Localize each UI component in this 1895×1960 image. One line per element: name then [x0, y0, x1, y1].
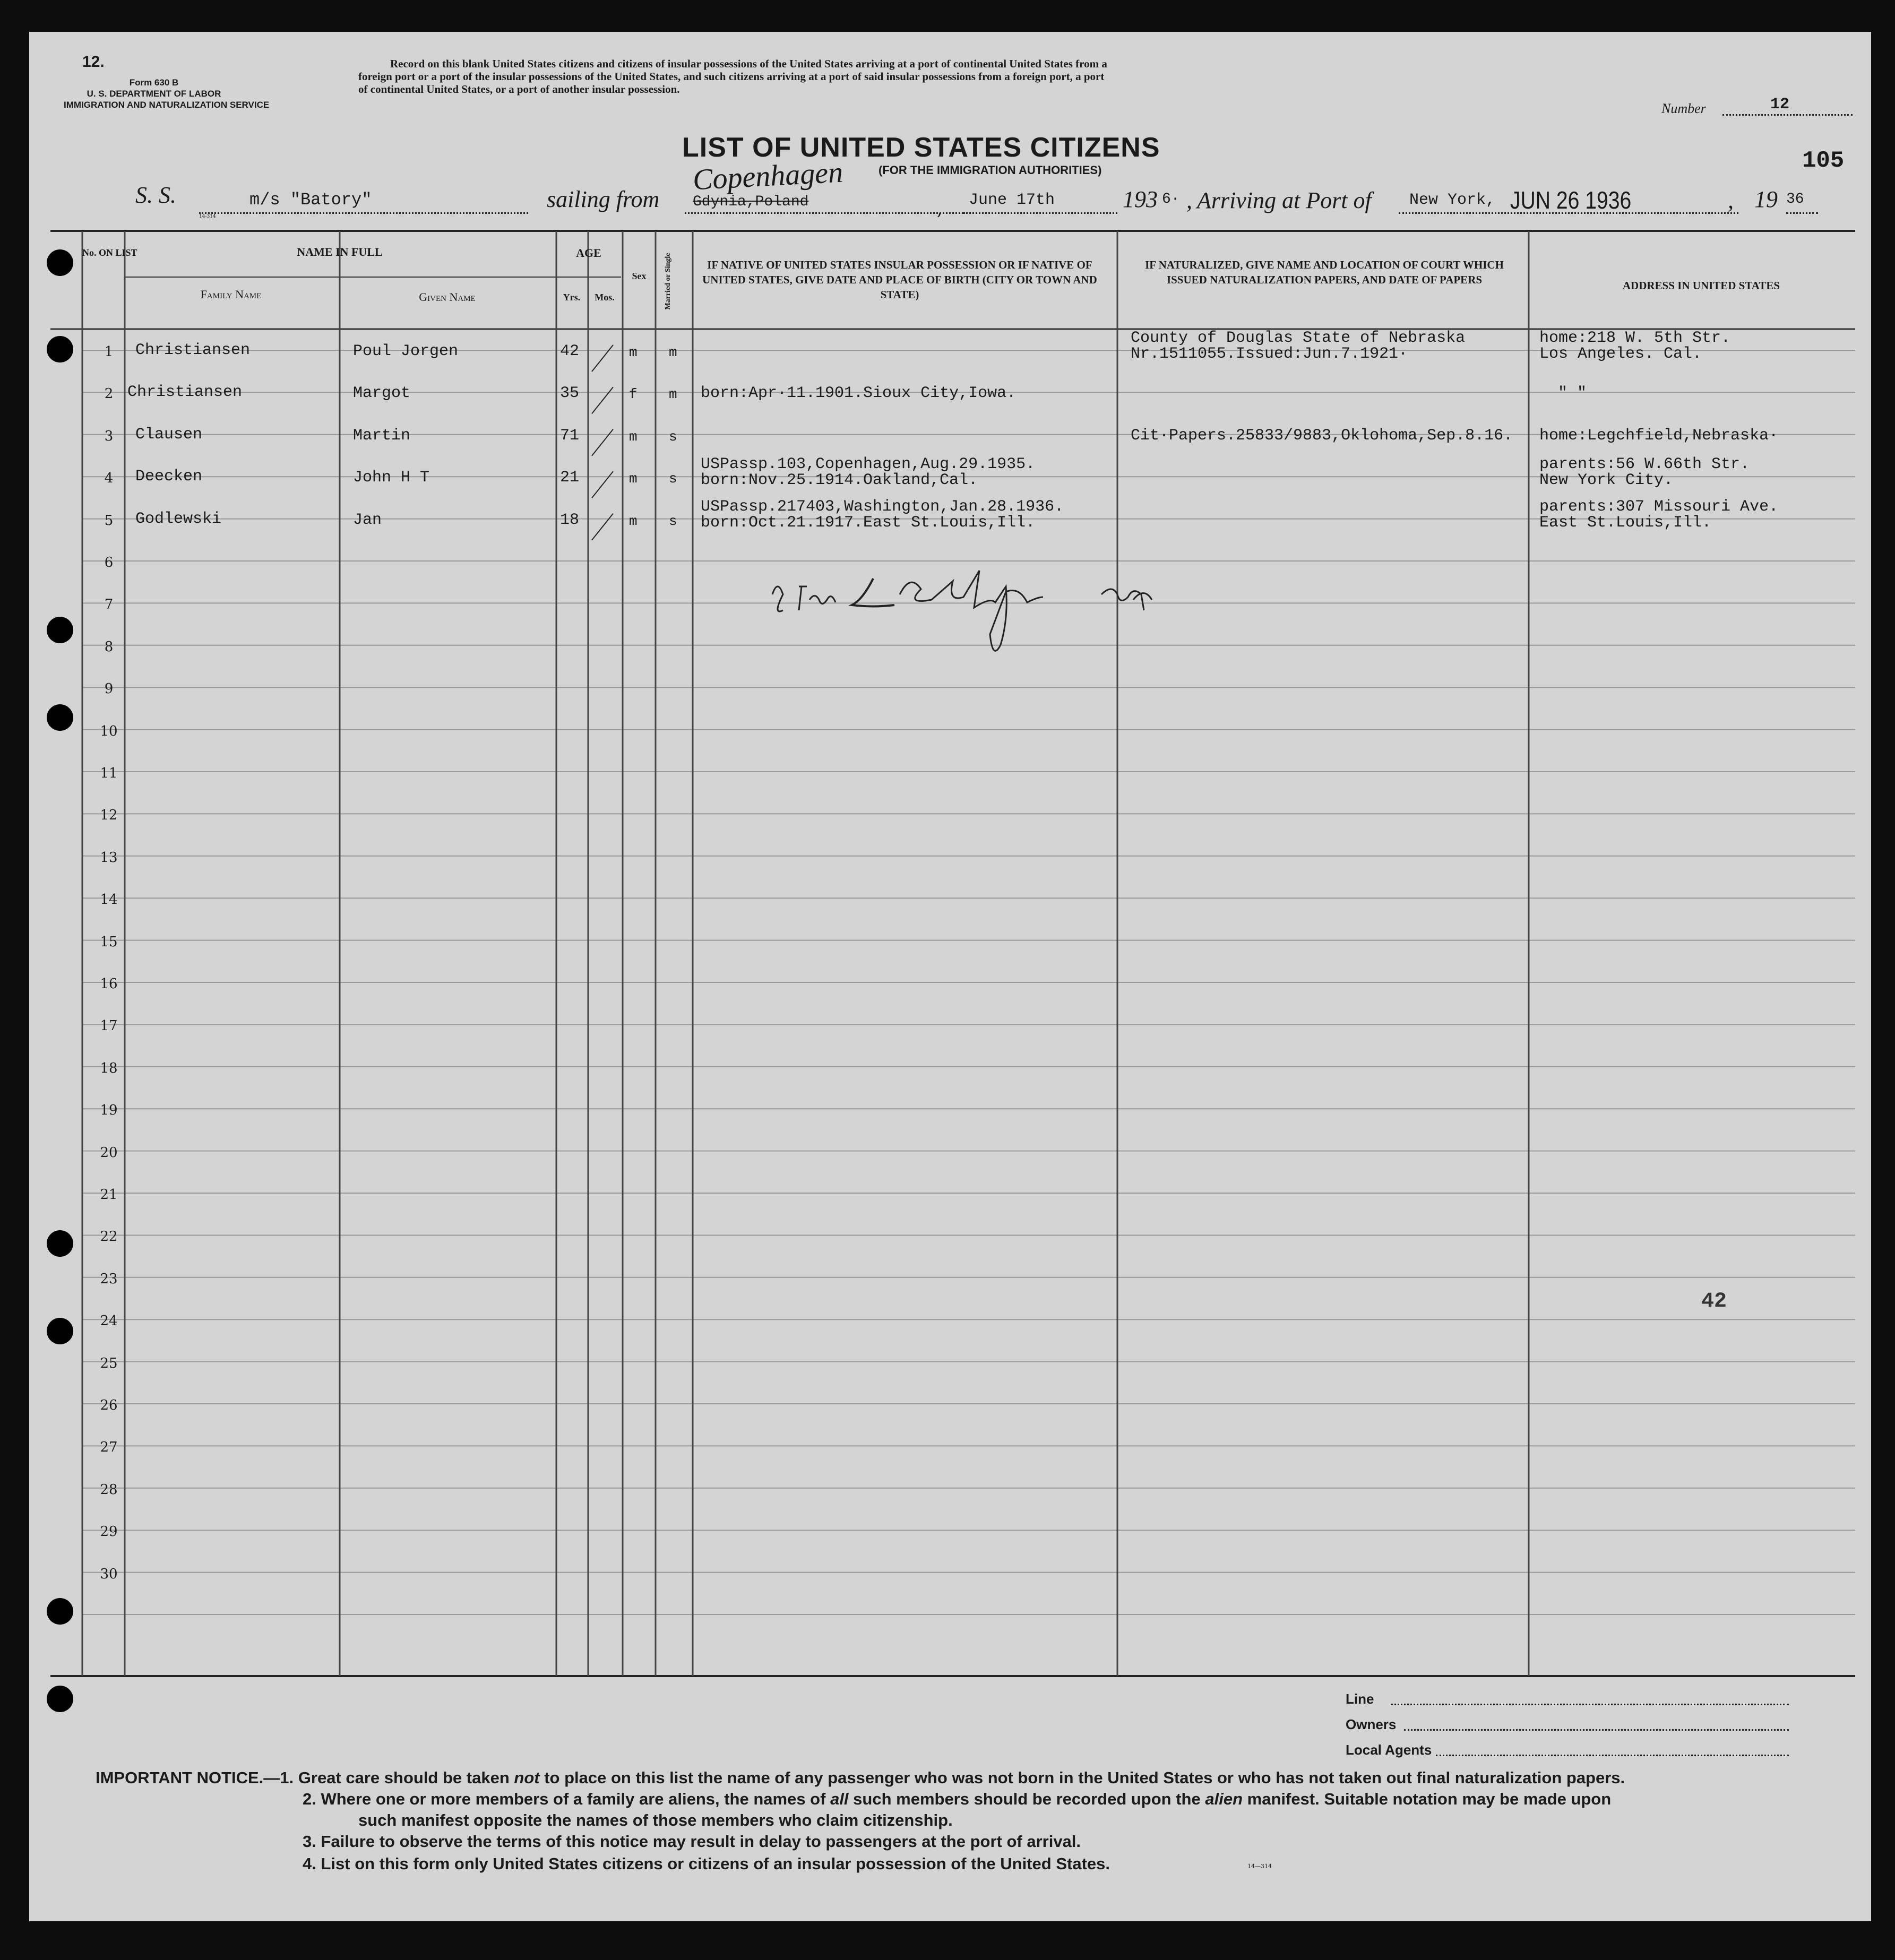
instruction-line-1: Record on this blank United States citizens and citizens of insular possessions of the United States arriving at a port of continental United States from a [390, 57, 1107, 70]
form-dept: U. S. DEPARTMENT OF LABOR [87, 89, 221, 99]
row-number: 10 [100, 723, 118, 739]
row-number: 4 [104, 470, 114, 487]
page-title: LIST OF UNITED STATES CITIZENS [682, 132, 1160, 163]
punch-hole [47, 1318, 73, 1344]
row-number: 9 [104, 681, 114, 697]
notice-2 [303, 1789, 1611, 1810]
page-subtitle: (FOR THE IMMIGRATION AUTHORITIES) [878, 163, 1102, 177]
sex-cell: m [629, 513, 638, 529]
birth-info-line-2: born:Oct.21.1917.East St.Louis,Ill. [701, 513, 1036, 532]
sex-cell: m [629, 471, 638, 487]
row-number: 29 [100, 1524, 118, 1540]
address-line-2: New York City. [1539, 471, 1674, 490]
sailing-from-handwritten: Copenhagen [692, 156, 844, 197]
marital-status-cell: s [669, 513, 677, 529]
birth-info-line-1: USPassp.217403,Washington,Jan.28.1936. [701, 497, 1064, 516]
naturalization-line-1: County of Douglas State of Nebraska [1131, 329, 1466, 347]
row-number: 22 [100, 1229, 118, 1245]
header-married-single: Married or Single [664, 253, 672, 310]
header-address: ADDRESS IN UNITED STATES [1622, 279, 1780, 292]
address-line-2: East St.Louis,Ill. [1539, 513, 1712, 532]
birth-info-line-1: born:Apr·11.1901.Sioux City,Iowa. [701, 384, 1017, 403]
row-number: 6 [104, 555, 114, 571]
family-name-cell: Clausen [135, 425, 203, 444]
page-number: 105 [1802, 148, 1845, 174]
punch-hole [47, 1598, 73, 1625]
ss-label: S. S. [135, 182, 176, 208]
age-years-cell: 35 [560, 384, 580, 403]
naturalization-line-2: Nr.1511055.Issued:Jun.7.1921· [1131, 345, 1408, 363]
form-number: Form 630 B [129, 77, 179, 88]
row-number: 19 [100, 1102, 118, 1119]
given-name-cell: Martin [353, 426, 411, 445]
sex-cell: m [629, 428, 638, 445]
row-number: 24 [100, 1313, 118, 1329]
row-number: 5 [104, 512, 114, 529]
footer-agents-dotline [1436, 1755, 1789, 1756]
age-slash [592, 471, 613, 498]
marital-status-cell: m [669, 386, 677, 403]
row-number: 14 [100, 892, 118, 908]
age-slash [592, 387, 613, 413]
footer-owners-label: Owners [1346, 1716, 1397, 1732]
row-number: 3 [104, 428, 114, 444]
year-value: 6· [1162, 191, 1180, 208]
row-number: 1 [104, 344, 114, 360]
sailing-label: sailing from [547, 186, 660, 212]
notice-1 [96, 1767, 1625, 1789]
footer-line-dotline [1391, 1704, 1789, 1705]
header-yrs: Yrs. [563, 292, 581, 303]
header-mos: Mos. [595, 292, 615, 303]
notice-4: 4. List on this form only United States citizens or citizens of an insular possession of the United States. [303, 1854, 1110, 1873]
header-naturalized: IF NATURALIZED, GIVE NAME AND LOCATION OF COURT WHICH ISSUED NATURALIZATION PAPERS, AND DATE OF PAPERS [1145, 258, 1504, 286]
footer-line-label: Line [1346, 1691, 1374, 1707]
punch-hole [47, 1686, 73, 1712]
birth-info-line-1: USPassp.103,Copenhagen,Aug.29.1935. [701, 455, 1036, 474]
notice-2a: 2. Where one or more members of a family are aliens, the names of [303, 1790, 826, 1808]
manifest-page: 12. Form 630 B U. S. DEPARTMENT OF LABOR IMMIGRATION AND NATURALIZATION SERVICE Record on this blank United States citizens and citizens of insular possessions of the United States arriving at a port of continental United States from a foreign port or a port of the insular possessions of the United States, and such citizens arriving at a port of said insular possessions from a foreign port, a port of continental United States, or a port of another insular possession. Number 12 105 LIST OF UNITED STATES CITIZENS (FOR THE IMMIGRATION AUTHORITIES) S. S. m/s "Batory" 14-314 sailing from Copenhagen Gdynia,Poland , June 17th 193 6· , Arriving at Port of New York, JUN 26 1936 , 19 36 No. ON LIST NAME IN FULL Family Name Given Name AGE Yrs. Mos. Sex Married or Single IF NATIVE OF UNITED STATES INSULAR POSSESSION OR IF NATIVE OF UNITED STATES, GIVE DATE AND PLACE OF BIRTH (CITY OR TOWN AND STATE) IF NATURALIZED, GIVE NAME AND LOCATION OF COURT WHICH ISSUED NATURALIZATION PAPERS, AND DATE OF PAPERS ADDRESS IN UNITED STATES 1 2 3 4 5 6 7 8 9 10 11 12 13 14 15 16 17 18 19 20 21 22 23 24 25 26 27 28 29 30 Christiansen Poul Jorgen 42 m m County of Douglas State of Nebraska Nr.1511055.Issued:Jun.7.1921· home:218 W. 5th Str. Los Angeles. Cal. Christiansen Margot 35 f m born:Apr·11.1901.Sioux City,Iowa. " " Clausen Martin 71 m s Cit·Papers.25833/9883,Oklohoma,Sep.8.16. home:Legchfield,Nebraska· Deecken John H T 21 m s USPassp.103,Copenhagen,Aug.29.1935. born:Nov.25.1914.Oakland,Cal. parents:56 W.66th Str. New York City. Godlewski Jan 18 m s USPassp.217403,Washington,Jan.28.1936. born:Oct.21.1917.East St.Louis,Ill. parents:307 Missouri Ave. East St.Louis,Ill. 8 Fm L C Gilroy Insp 42 Line Owners Local Agents IMPORTANT NOTICE.—1. Great care should be taken not to place on this list the name of any passenger who was not born in the United States or who has not taken out final naturalization papers. 2. Where one or more members of a family are aliens, the names of all such members should be recorded upon the alien manifest. Suitable notation may be made upon such manifest opposite the names of those members who claim citizenship. 3. Failure to observe the terms of this notice may result in delay to passengers at the port of arrival. 4. List on this form only United States citizens or citizens of an insular possession of the United States. 14—314 [29, 32, 1871, 1921]
row-number: 21 [100, 1187, 118, 1203]
punch-hole [47, 336, 73, 362]
row-number: 16 [100, 976, 118, 992]
row-number: 13 [100, 849, 118, 866]
sailing-date: June 17th [969, 191, 1055, 209]
instruction-line-2: foreign port or a port of the insular possessions of the United States, and such citizens arriving at a port of said insular possessions from a foreign port, a port [358, 70, 1105, 83]
row-number: 2 [104, 386, 114, 402]
age-years-cell: 21 [560, 469, 580, 487]
given-name-cell: John H T [353, 469, 430, 487]
birth-info-line-2: born:Nov.25.1914.Oakland,Cal. [701, 471, 978, 490]
address-line-1: parents:56 W.66th Str. [1539, 455, 1750, 474]
row-number: 30 [100, 1566, 118, 1582]
punch-hole [47, 704, 73, 731]
year2-value: 36 [1786, 191, 1804, 208]
row-number: 7 [104, 597, 114, 613]
row-number: 18 [100, 1060, 118, 1076]
number-value: 12 [1770, 96, 1790, 114]
age-slash [592, 514, 613, 540]
notice-2e: manifest. Suitable notation may be made upon [1247, 1790, 1612, 1808]
notice-2d: alien [1205, 1790, 1243, 1808]
footer-agents-label: Local Agents [1346, 1742, 1432, 1758]
address-line-1: parents:307 Missouri Ave. [1539, 497, 1779, 516]
ship-name: m/s "Batory" [249, 190, 372, 210]
naturalization-line-1: Cit·Papers.25833/9883,Oklohoma,Sep.8.16. [1131, 426, 1513, 445]
table-grid [29, 32, 1871, 1921]
age-slash [592, 345, 613, 372]
margin-note: 42 [1701, 1290, 1727, 1314]
inspector-signature [762, 563, 1197, 701]
row-number: 17 [100, 1018, 118, 1034]
row-number: 20 [100, 1144, 118, 1161]
row-number: 15 [100, 934, 118, 950]
ship-small-print: 14-314 [199, 214, 216, 219]
family-name-cell: Christiansen [135, 341, 251, 359]
number-label: Number [1661, 101, 1706, 116]
header-age: AGE [576, 246, 601, 260]
address-line-1: home:Legchfield,Nebraska· [1539, 426, 1779, 445]
marital-status-cell: m [669, 344, 677, 360]
notice-3: 3. Failure to observe the terms of this notice may result in delay to passengers at the port of arrival. [303, 1832, 1081, 1851]
address-line-1: " " [1558, 384, 1587, 403]
row-number: 25 [100, 1355, 118, 1371]
instruction-line-3: of continental United States, or a port of another insular possession. [358, 83, 680, 96]
notice-2-cont: such manifest opposite the names of those members who claim citizenship. [358, 1811, 953, 1829]
given-name-cell: Poul Jorgen [353, 342, 459, 360]
arriving-label: Arriving at Port of [1197, 187, 1372, 213]
header-given-name: Given Name [419, 290, 476, 304]
punch-hole [47, 249, 73, 276]
age-years-cell: 18 [560, 511, 580, 529]
row-number: 23 [100, 1271, 118, 1287]
notice-2b: all [830, 1790, 849, 1808]
sex-cell: f [629, 386, 638, 403]
corner-number: 12. [82, 53, 105, 71]
footer-owners-dotline [1404, 1729, 1789, 1731]
header-native: IF NATIVE OF UNITED STATES INSULAR POSSESSION OR IF NATIVE OF UNITED STATES, GIVE DATE AND PLACE OF BIRTH (CITY OR TOWN AND STATE) [702, 258, 1097, 301]
year-prefix: 193 [1123, 186, 1158, 212]
notice-title: IMPORTANT NOTICE.—1. [96, 1768, 294, 1787]
row-number: 28 [100, 1481, 118, 1498]
notice-2c: such members should be recorded upon the [853, 1790, 1201, 1808]
header-no-on-list: No. ON LIST [82, 247, 137, 258]
arrival-port: New York, [1409, 191, 1496, 209]
age-years-cell: 42 [560, 342, 580, 360]
marital-status-cell: s [669, 471, 677, 487]
punch-hole [47, 1230, 73, 1257]
punch-hole [47, 617, 73, 643]
row-number: 11 [100, 765, 118, 781]
row-number: 12 [100, 807, 118, 824]
given-name-cell: Margot [353, 384, 411, 403]
family-name-cell: Deecken [135, 468, 203, 486]
family-name-cell: Godlewski [135, 510, 222, 528]
notice-1c: to place on this list the name of any passenger who was not born in the United States or who has not taken out final naturalization papers. [544, 1768, 1625, 1787]
sailing-from-struck: Gdynia,Poland [693, 194, 809, 210]
given-name-cell: Jan [353, 511, 382, 529]
header-family-name: Family Name [200, 288, 262, 301]
age-slash [592, 429, 613, 456]
year2-prefix: 19 [1754, 186, 1778, 212]
notice-1a: Great care should be taken [298, 1768, 510, 1787]
marital-status-cell: s [669, 428, 677, 445]
row-number: 27 [100, 1439, 118, 1456]
header-name-in-full: NAME IN FULL [297, 245, 383, 258]
form-service: IMMIGRATION AND NATURALIZATION SERVICE [64, 100, 270, 110]
sex-cell: m [629, 344, 638, 360]
footer-form-code: 14—314 [1247, 1863, 1272, 1870]
row-number: 26 [100, 1397, 118, 1413]
header-sex: Sex [632, 271, 647, 281]
row-number: 8 [104, 638, 114, 655]
address-line-2: Los Angeles. Cal. [1539, 345, 1702, 363]
age-years-cell: 71 [560, 426, 580, 445]
notice-1b: not [514, 1768, 540, 1787]
family-name-cell: Christiansen [127, 383, 243, 402]
arrival-date-stamp: JUN 26 1936 [1510, 186, 1632, 214]
address-line-1: home:218 W. 5th Str. [1539, 329, 1731, 347]
